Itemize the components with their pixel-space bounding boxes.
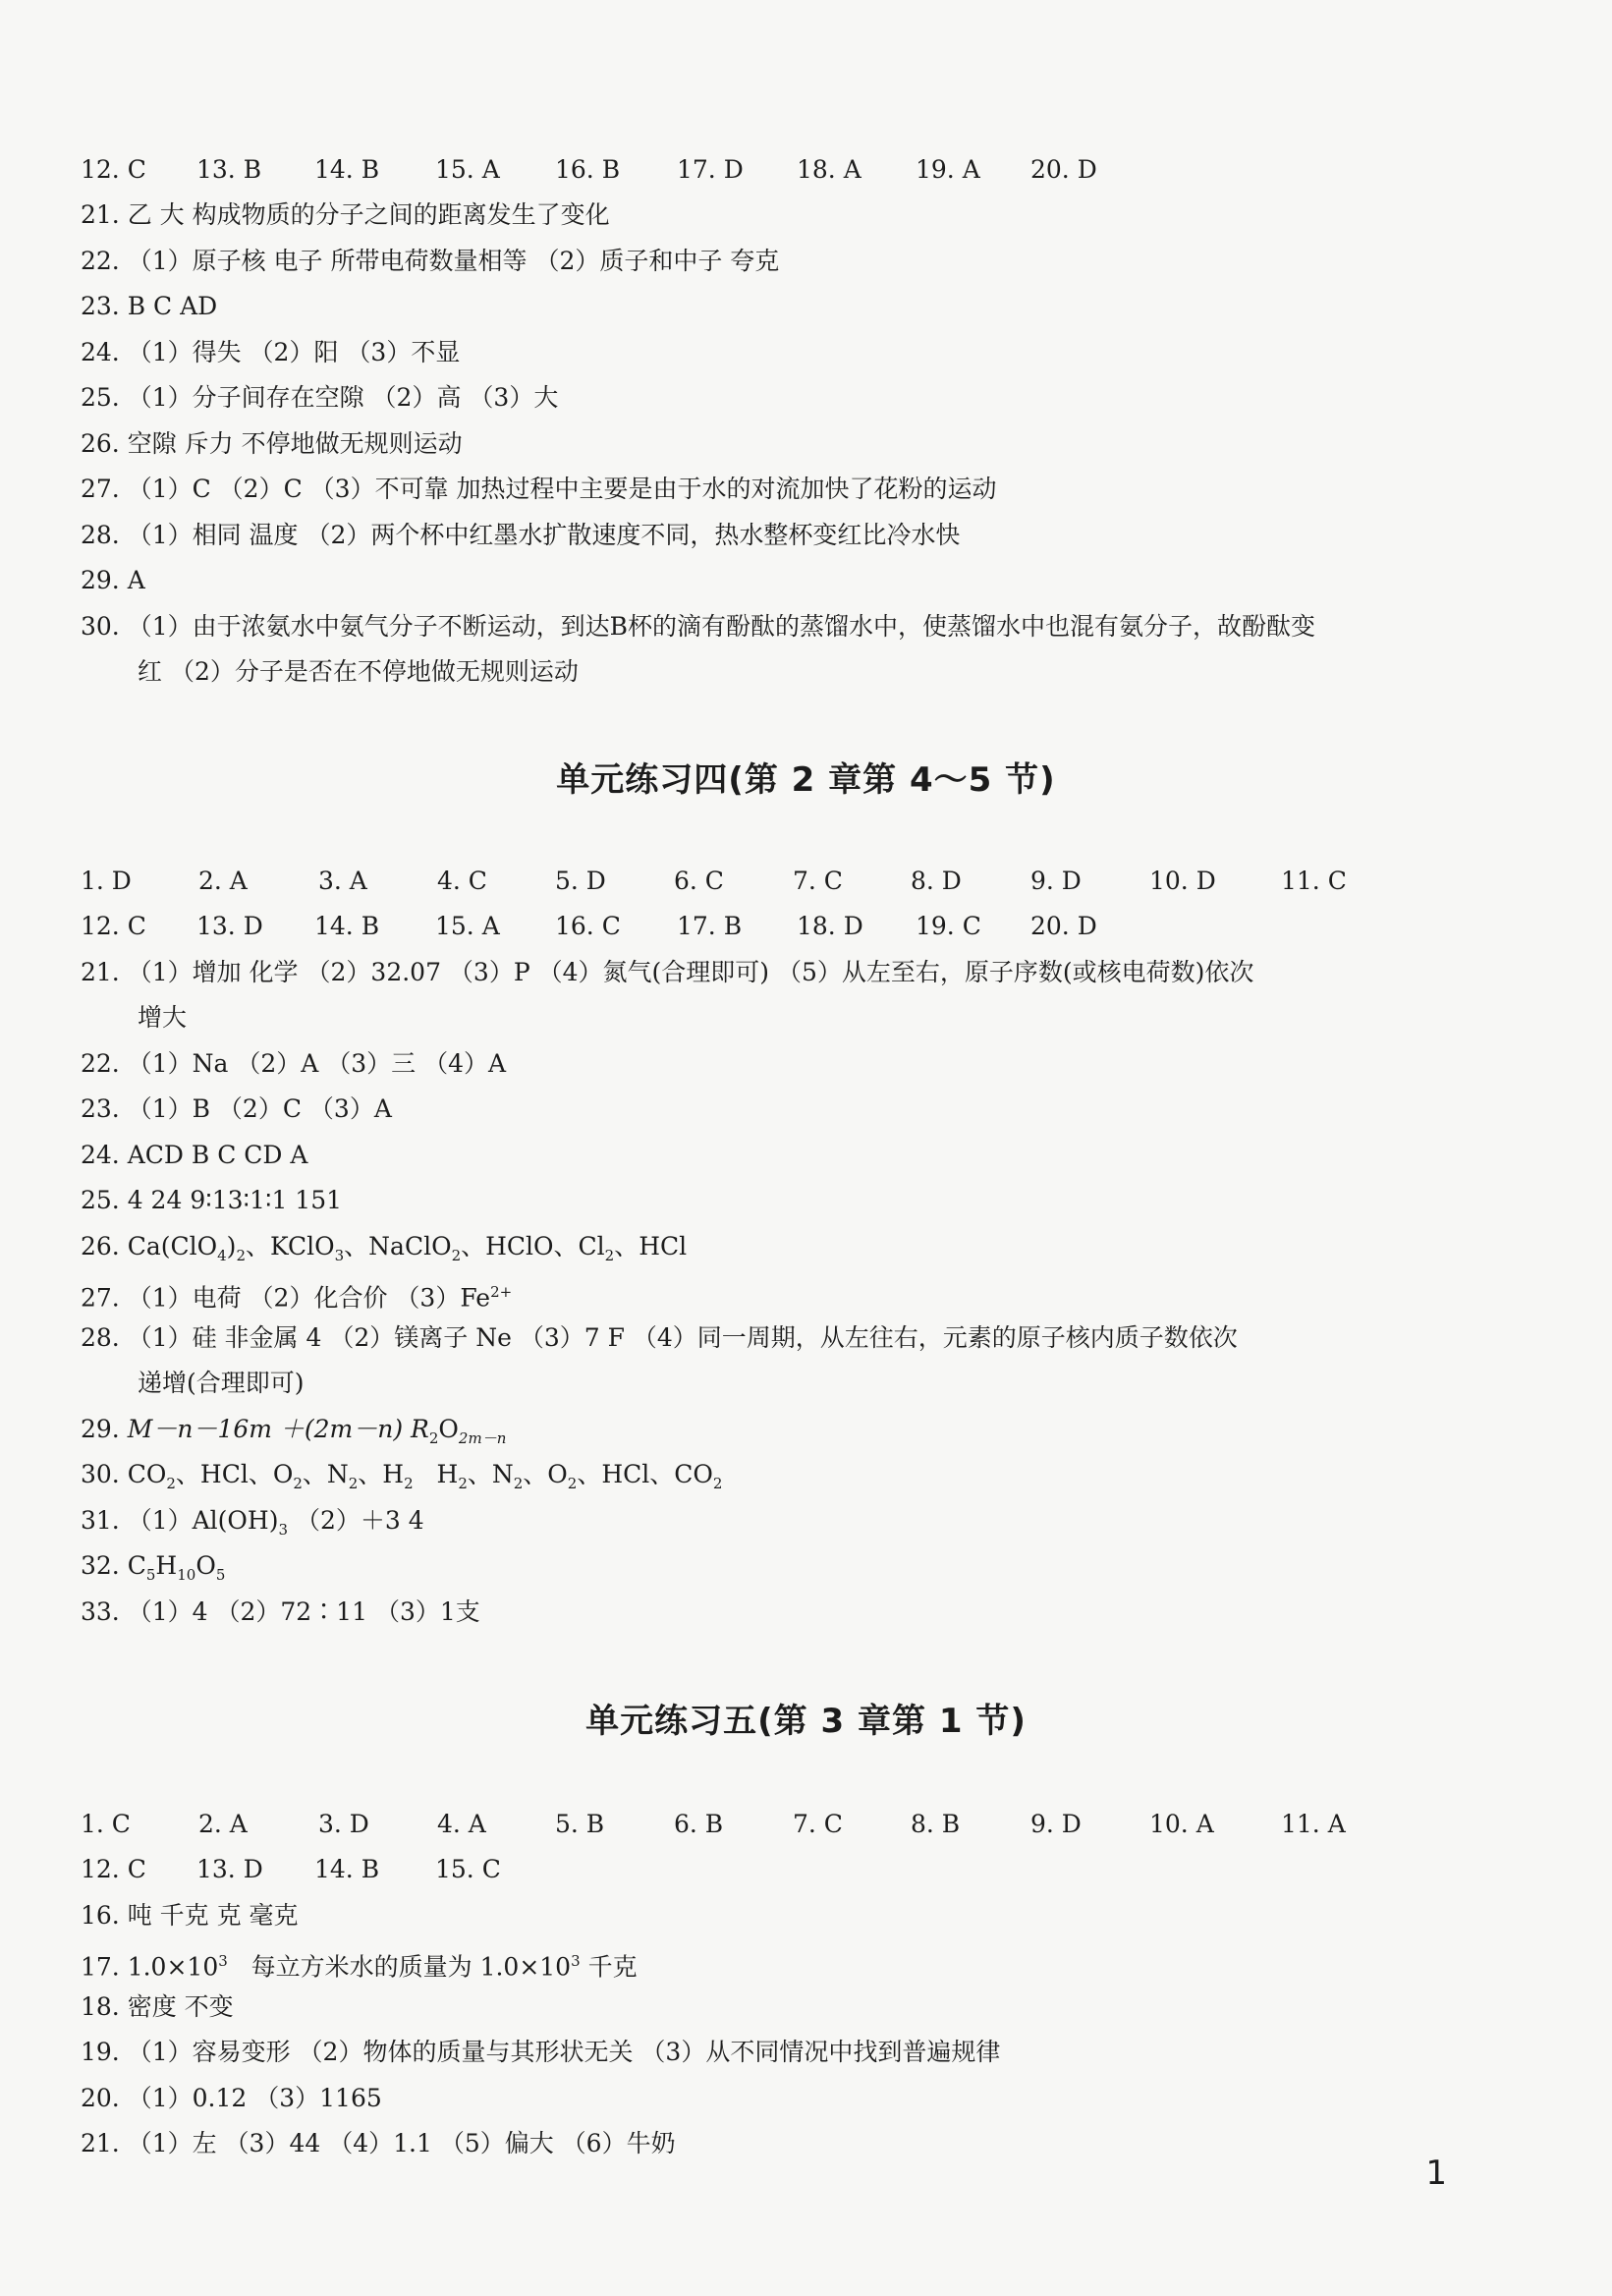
answer-28-b-continued: 递增(合理即可) bbox=[138, 1369, 305, 1397]
answer-30-b: 30. $CO_2$、HCl、$O_2$、$N_2$、$H_2$ $H_2$、$N_2$、$O_2$、HCl、$CO_2$ bbox=[81, 1460, 723, 1492]
answers-row-12-20-a bbox=[81, 147, 1475, 193]
answer-item: 15. A bbox=[435, 155, 500, 184]
answer-item: 14. B bbox=[314, 912, 380, 940]
section-heading-unit-4: 单元练习四(第 2 章第 4～5 节) bbox=[556, 760, 1056, 800]
answer-29-b: 29. M－n－16m ＋(2m－n) $R_2O_{2m-n}$ bbox=[81, 1415, 507, 1447]
page-number: 1 bbox=[1425, 2154, 1447, 2193]
answer-28-a: 28. （1）相同 温度 （2）两个杯中红墨水扩散速度不同，热水整杯变红比冷水快 bbox=[81, 521, 961, 549]
answer-item: 7. C bbox=[793, 867, 843, 895]
answer-21-b-continued: 增大 bbox=[138, 1003, 188, 1032]
answer-item: 11. C bbox=[1281, 867, 1347, 895]
answer-30-a: 30. （1）由于浓氨水中氨气分子不断运动，到达B杯的滴有酚酞的蒸馏水中，使蒸馏水中也混有氨分子，故酚酞变 bbox=[81, 612, 1315, 641]
answer-item: 10. D bbox=[1149, 867, 1216, 895]
answer-22-b: 22. （1）Na （2）A （3）三 （4）A bbox=[81, 1049, 507, 1078]
answer-item: 16. C bbox=[555, 912, 621, 940]
answer-22-a: 22. （1）原子核 电子 所带电荷数量相等 （2）质子和中子 夸克 bbox=[81, 247, 780, 275]
answer-item: 10. A bbox=[1149, 1810, 1214, 1838]
answer-item: 14. B bbox=[314, 155, 380, 184]
answer-19-c: 19. （1）容易变形 （2）物体的质量与其形状无关 （3）从不同情况中找到普遍规律 bbox=[81, 2038, 1001, 2066]
answer-item: 16. B bbox=[555, 155, 621, 184]
answer-21-b: 21. （1）增加 化学 （2）32.07 （3）P （4）氮气(合理即可) （5）从左至右，原子序数(或核电荷数)依次 bbox=[81, 958, 1254, 986]
answer-23-b: 23. （1）B （2）C （3）A bbox=[81, 1094, 392, 1123]
answer-item: 8. B bbox=[911, 1810, 961, 1838]
answer-20-c: 20. （1）0.12 （3）1165 bbox=[81, 2084, 382, 2112]
answer-item: 13. D bbox=[196, 912, 263, 940]
section-heading-unit-5: 单元练习五(第 3 章第 1 节) bbox=[585, 1702, 1027, 1741]
answer-item: 20. D bbox=[1030, 155, 1097, 184]
answer-23-a: 23. B C AD bbox=[81, 292, 218, 320]
answer-33-b: 33. （1）4 （2）72∶11 （3）1支 bbox=[81, 1597, 480, 1626]
answer-item: 17. D bbox=[677, 155, 744, 184]
answers-row-12-15-c bbox=[81, 1847, 1475, 1892]
answers-row-12-20-b bbox=[81, 904, 1475, 949]
answer-21-c: 21. （1）左 （3）44 （4）1.1 （5）偏大 （6）牛奶 bbox=[81, 2129, 676, 2157]
answer-28-b: 28. （1）硅 非金属 4 （2）镁离子 Ne （3）7 F （4）同一周期，从左往右，元素的原子核内质子数依次 bbox=[81, 1323, 1238, 1352]
answer-26-a: 26. 空隙 斥力 不停地做无规则运动 bbox=[81, 429, 463, 458]
answer-item: 20. D bbox=[1030, 912, 1097, 940]
answer-item: 2. A bbox=[198, 867, 248, 895]
answer-25-b: 25. 4 24 9∶13∶1∶1 151 bbox=[81, 1186, 343, 1214]
answer-31-b: 31. $(1)Al(OH)_3$ （2）＋3 4 bbox=[81, 1506, 424, 1539]
answer-item: 4. C bbox=[437, 867, 487, 895]
answer-21-a: 21. 乙 大 构成物质的分子之间的距离发生了变化 bbox=[81, 200, 610, 229]
answer-item: 2. A bbox=[198, 1810, 248, 1838]
formula-text: $Ca(ClO_4)_2$、KClO$_3$、NaClO$_2$、HClO、$Cl_2$、HCl bbox=[127, 1232, 688, 1264]
answer-item: 12. C bbox=[81, 1855, 146, 1883]
answer-27-a: 27. （1）C （2）C （3）不可靠 加热过程中主要是由于水的对流加快了花粉的运动 bbox=[81, 475, 997, 503]
answer-25-a: 25. （1）分子间存在空隙 （2）高 （3）大 bbox=[81, 383, 559, 412]
answer-item: 3. D bbox=[318, 1810, 369, 1838]
answer-item: 15. C bbox=[435, 1855, 501, 1883]
answer-item: 17. B bbox=[677, 912, 743, 940]
answer-30-a-continued: 红 （2）分子是否在不停地做无规则运动 bbox=[138, 657, 579, 686]
answer-item: 1. D bbox=[81, 867, 132, 895]
answers-row-1-11-b bbox=[81, 859, 1475, 904]
answer-item: 6. C bbox=[674, 867, 724, 895]
answer-item: 14. B bbox=[314, 1855, 380, 1883]
answer-item: 12. C bbox=[81, 912, 146, 940]
answer-item: 7. C bbox=[793, 1810, 843, 1838]
answer-17-c: 17. $1.0\times 10^3$ 每立方米水的质量为 $1.0\times 10^3$ 千克 bbox=[81, 1952, 638, 1982]
answer-24-b: 24. ACD B C CD A bbox=[81, 1141, 308, 1169]
answer-item: 4. A bbox=[437, 1810, 486, 1838]
answer-item: 9. D bbox=[1030, 867, 1082, 895]
answer-item: 19. A bbox=[916, 155, 980, 184]
answer-item: 3. A bbox=[318, 867, 367, 895]
answer-27-b: 27. （1）电荷 （2）化合价 $(3)Fe^{2+}$ bbox=[81, 1283, 513, 1313]
answer-29-a: 29. A bbox=[81, 566, 145, 594]
answer-16-c: 16. 吨 千克 克 毫克 bbox=[81, 1901, 299, 1930]
answer-item: 6. B bbox=[674, 1810, 724, 1838]
answer-item: 18. D bbox=[797, 912, 863, 940]
answer-24-a: 24. （1）得失 （2）阳 （3）不显 bbox=[81, 338, 461, 366]
answer-item: 5. D bbox=[555, 867, 606, 895]
answer-item: 5. B bbox=[555, 1810, 605, 1838]
answer-item: 1. C bbox=[81, 1810, 131, 1838]
answer-item: 13. B bbox=[196, 155, 262, 184]
answer-item: 18. A bbox=[797, 155, 862, 184]
answer-item: 19. C bbox=[916, 912, 981, 940]
answers-row-1-11-c bbox=[81, 1802, 1475, 1847]
answer-item: 9. D bbox=[1030, 1810, 1082, 1838]
question-number: 26. bbox=[81, 1232, 120, 1260]
answer-item: 12. C bbox=[81, 155, 146, 184]
answer-item: 13. D bbox=[196, 1855, 263, 1883]
answer-item: 8. D bbox=[911, 867, 962, 895]
answer-item: 15. A bbox=[435, 912, 500, 940]
answer-18-c: 18. 密度 不变 bbox=[81, 1992, 234, 2021]
answer-32-b: 32. $C_5H_{10}O_5$ bbox=[81, 1551, 226, 1584]
answer-item: 11. A bbox=[1281, 1810, 1346, 1838]
